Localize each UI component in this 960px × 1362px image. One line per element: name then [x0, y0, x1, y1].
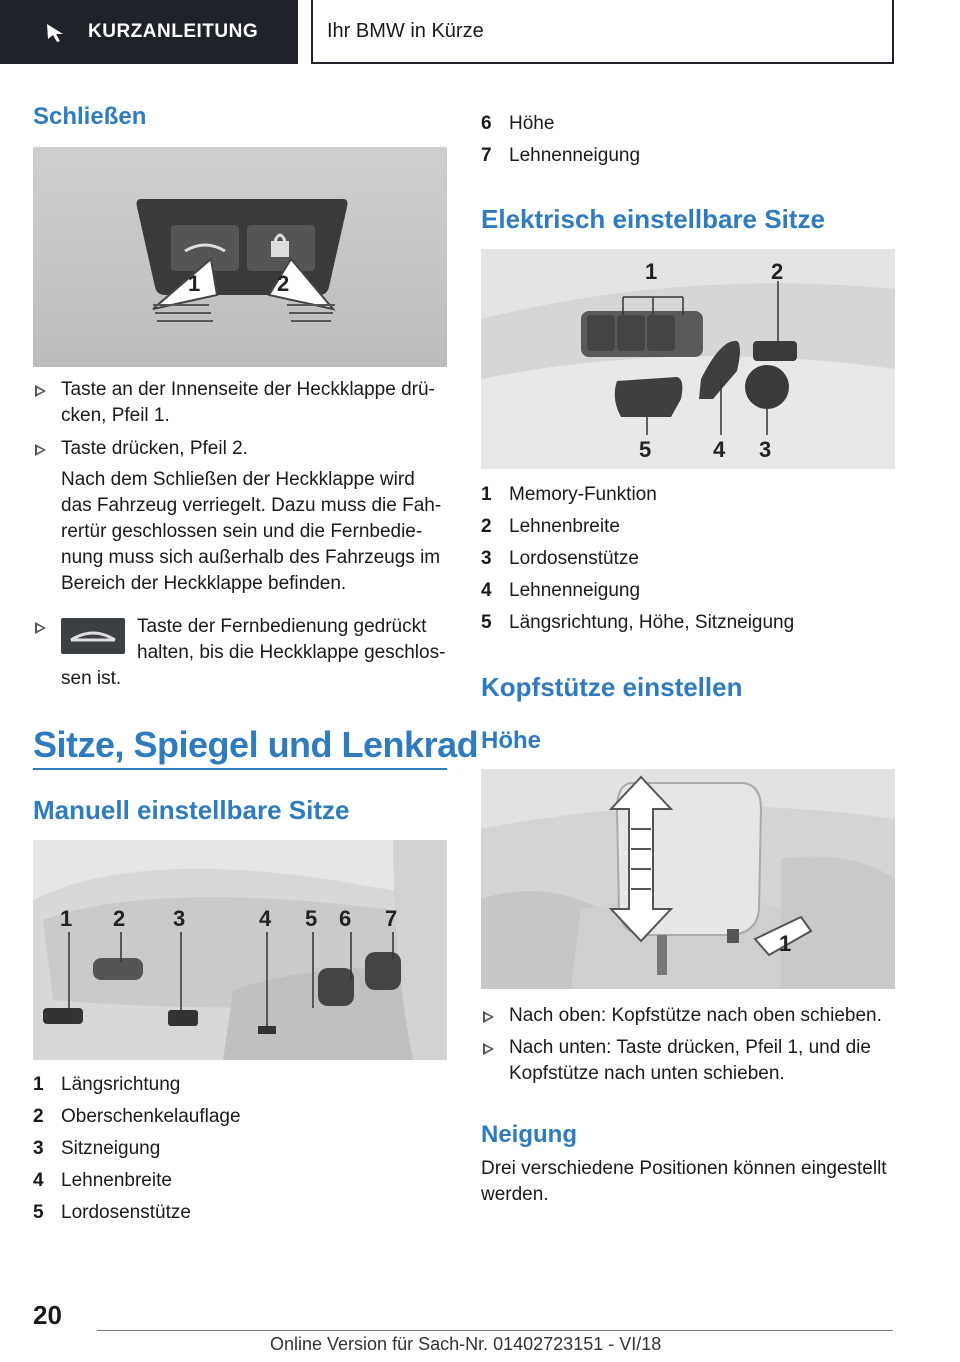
chapter-tab-label: Ihr BMW in Kürze: [327, 19, 484, 42]
footer-note: Online Version für Sach-Nr. 01402723151 - VI/18: [270, 1334, 662, 1354]
list-item: Höhe: [509, 113, 555, 134]
list-item-number: 4: [481, 580, 492, 601]
list-item: Lordosenstütze: [61, 1202, 191, 1223]
list-item-number: 7: [481, 145, 492, 166]
text-line: Nach oben: Kopfstütze nach oben schieben.: [509, 1005, 882, 1026]
text-line: Nach unten: Taste drücken, Pfeil 1, und die: [509, 1037, 871, 1058]
headrest-illustration: [481, 769, 895, 989]
tailgate-button-illustration: [33, 147, 447, 367]
fig2-label-7: 7: [385, 906, 398, 931]
heading-schliessen: Schließen: [33, 103, 147, 130]
heading-rule: [33, 768, 447, 770]
list-item-number: 6: [481, 113, 492, 134]
list-item-number: 2: [481, 516, 492, 537]
text-line: rertür geschlossen sein und die Fernbedie-: [61, 521, 423, 542]
page-header: [0, 0, 960, 66]
fig2-label-2: 2: [113, 906, 126, 931]
fig3-label-5: 5: [639, 437, 652, 462]
list-item-number: 3: [481, 548, 492, 569]
fig3-label-1: 1: [645, 259, 658, 284]
list-item: Memory-Funktion: [509, 484, 657, 505]
heading-manuell: Manuell einstellbare Sitze: [33, 795, 350, 825]
list-item-number: 1: [481, 484, 492, 505]
fig4-label-1: 1: [779, 931, 792, 956]
remote-tailgate-key-icon: [61, 618, 125, 654]
fig2-label-1: 1: [60, 906, 73, 931]
heading-hoehe: Höhe: [481, 727, 541, 754]
fig3-label-2: 2: [771, 259, 784, 284]
text-line: Taste drücken, Pfeil 2.: [61, 438, 248, 459]
heading-neigung: Neigung: [481, 1121, 577, 1148]
list-item-number: 5: [481, 612, 492, 633]
electric-seat-controls-illustration: [481, 249, 895, 469]
text-line: Kopfstütze nach unten schieben.: [509, 1063, 785, 1084]
page-number: 20: [33, 1300, 62, 1330]
fig2-label-5: 5: [305, 906, 318, 931]
chapter-tab[interactable]: [311, 0, 894, 64]
bullet-triangle-icon: [483, 1043, 494, 1055]
section-tab-label: KURZANLEITUNG: [88, 21, 259, 42]
fig2-label-6: 6: [339, 906, 352, 931]
manual-seat-illustration: [33, 840, 447, 1060]
text-line: Taste an der Innenseite der Heckklappe drü-: [61, 379, 435, 400]
heading-kopfstuetze: Kopfstütze einstellen: [481, 672, 743, 702]
text-line: nung muss sich außerhalb des Fahrzeugs im: [61, 547, 441, 568]
bullet-triangle-icon: [35, 444, 46, 456]
list-item-number: 5: [33, 1202, 44, 1223]
bullet-triangle-icon: [483, 1011, 494, 1023]
list-item-number: 2: [33, 1106, 44, 1127]
text-line: Drei verschiedene Positionen können eingestellt: [481, 1158, 887, 1179]
fig3-label-4: 4: [713, 437, 726, 462]
text-line: Bereich der Heckklappe befinden.: [61, 573, 347, 594]
list-item: Lehnenneigung: [509, 580, 641, 601]
fig1-label-1: 1: [188, 271, 201, 296]
list-item: Lehnenbreite: [509, 516, 620, 537]
bullet-triangle-icon: [35, 622, 46, 634]
fig2-label-4: 4: [259, 906, 272, 931]
list-item-number: 4: [33, 1170, 44, 1191]
list-item: Oberschenkelauflage: [61, 1106, 241, 1127]
text-line: Nach dem Schließen der Heckklappe wird: [61, 469, 415, 490]
list-item: Lordosenstütze: [509, 548, 639, 569]
text-line: werden.: [481, 1184, 549, 1205]
list-item: Längsrichtung, Höhe, Sitzneigung: [509, 612, 795, 633]
fig2-label-3: 3: [173, 906, 186, 931]
list-item: Lehnenneigung: [509, 145, 641, 166]
bullet-triangle-icon: [35, 385, 46, 397]
footer-rule: [97, 1330, 893, 1331]
list-item: Längsrichtung: [61, 1074, 181, 1095]
text-line: halten, bis die Heckklappe geschlos-: [137, 642, 446, 663]
heading-sitze: Sitze, Spiegel und Lenkrad: [33, 724, 479, 765]
fig3-label-3: 3: [759, 437, 772, 462]
list-item: Lehnenbreite: [61, 1170, 172, 1191]
text-line: Taste der Fernbedienung gedrückt: [137, 616, 427, 637]
fig1-label-2: 2: [277, 271, 290, 296]
text-line: das Fahrzeug verriegelt. Dazu muss die Fah-: [61, 495, 442, 516]
list-item: Sitzneigung: [61, 1138, 161, 1159]
list-item-number: 3: [33, 1138, 44, 1159]
heading-elektrisch: Elektrisch einstellbare Sitze: [481, 204, 825, 234]
list-item-number: 1: [33, 1074, 44, 1095]
section-tab[interactable]: [0, 0, 298, 64]
text-line: sen ist.: [61, 668, 122, 689]
text-line: cken, Pfeil 1.: [61, 405, 170, 426]
quick-guide-icon: [44, 21, 66, 43]
